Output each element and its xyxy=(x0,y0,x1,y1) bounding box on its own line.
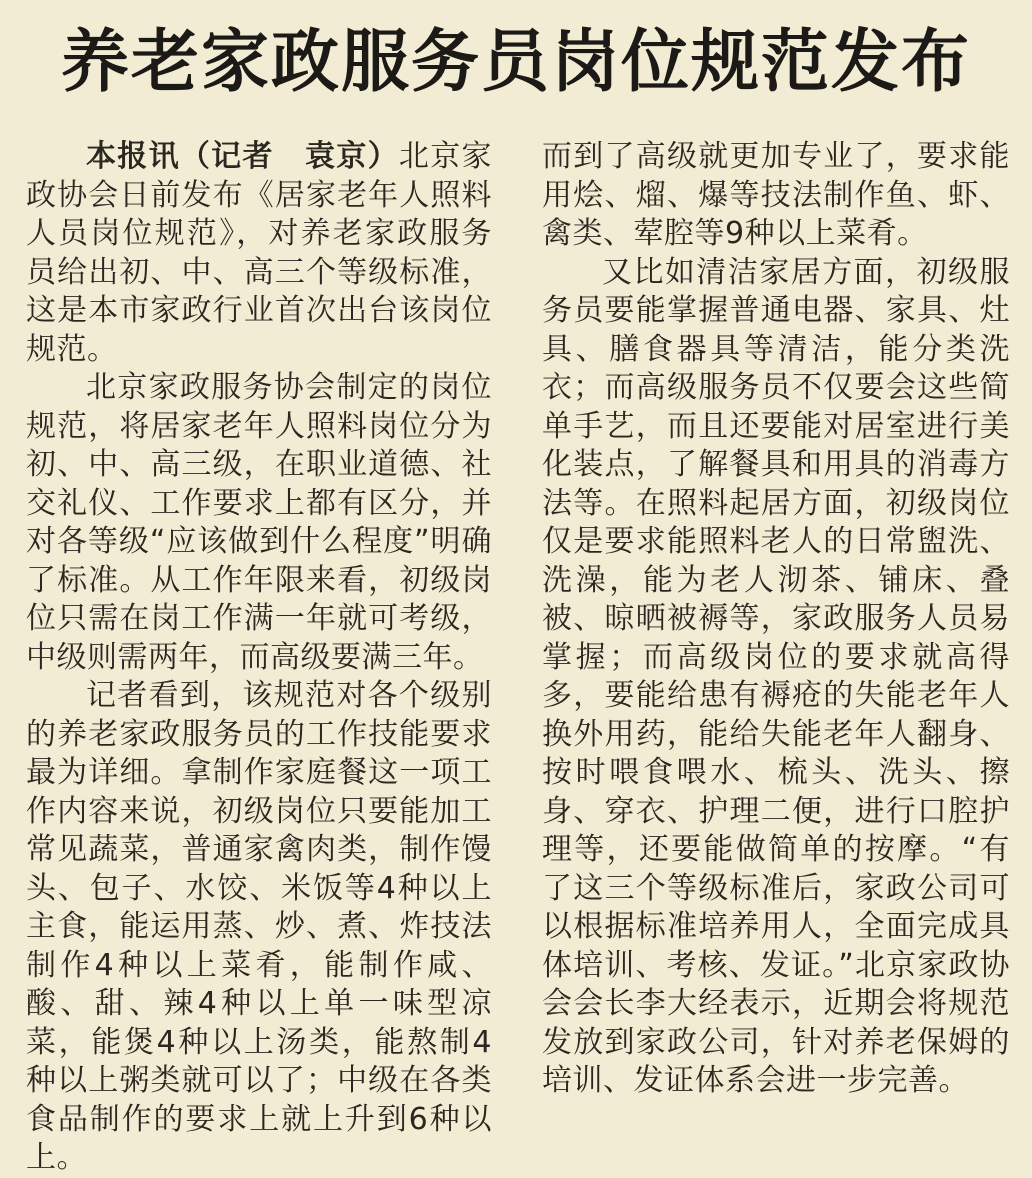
paragraph-3-continued: 而到了高级就更加专业了，要求能用烩、熘、爆等技法制作鱼、虾、禽类、荤腔等9种以上菜肴。 xyxy=(542,139,1010,251)
paragraph-1 xyxy=(26,138,492,369)
headline: 养老家政服务员岗位规范发布 xyxy=(60,22,971,102)
paragraph-4: 又比如清洁家居方面，初级服务员要能掌握普通电器、家具、灶具、膳食器具等清洁，能分类洗衣；而高级服务员不仅要会这些简单手艺，而且还要能对居室进行美化装点，了解餐具和用具的消毒方法等。在照料起居方面，初级岗位仅是要求能照料老人的日常盥洗、洗澡，能为老人沏茶、铺床、叠被、晾晒被褥等，家政服务人员易掌握；而高级岗位的要求就高得多，要能给患有褥疮的失能老年人换外用药，能给失能老年人翻身、按时喂食喂水、梳头、洗头、擦身、穿衣、护理二便，进行口腔护理等，还要能做简单的按摩。“有了这三个等级标准后，家政公司可以根据标准培养用人，全面完成具体培训、考核、发证。”北京家政协会会长李大经表示，近期会将规范发放到家政公司，针对养老保姆的培训、发证体系会进一步完善。 xyxy=(542,254,1010,1098)
article-column-right xyxy=(542,138,1010,1101)
article-column-left xyxy=(26,138,492,1178)
paragraph-3: 记者看到，该规范对各个级别的养老家政服务员的工作技能要求最为详细。拿制作家庭餐这一项工作内容来说，初级岗位只要能加工常见蔬菜，普通家禽肉类，制作馒头、包子、水饺、米饭等4种以上主食，能运用蒸、炒、煮、炸技法制作4种以上菜肴，能制作咸、酸、甜、辣4种以上单一味型凉菜，能煲4种以上汤类，能熬制4种以上粥类就可以了；中级在各类食品制作的要求上就上升到6种以上。 xyxy=(26,678,492,1175)
paragraph-1-text: 北京家政协会日前发布《居家老年人照料人员岗位规范》，对养老家政服务员给出初、中、高三个等级标准，这是本市家政行业首次出台该岗位规范。 xyxy=(26,139,493,367)
paragraph-2: 北京家政服务协会制定的岗位规范，将居家老年人照料岗位分为初、中、高三级，在职业道德、社交礼仪、工作要求上都有区分，并对各等级“应该做到什么程度”明确了标准。从工作年限来看，初级岗位只需在岗工作满一年就可考级，中级则需两年，而高级要满三年。 xyxy=(26,370,492,675)
byline: 本报讯（记者 袁京） xyxy=(86,139,399,174)
